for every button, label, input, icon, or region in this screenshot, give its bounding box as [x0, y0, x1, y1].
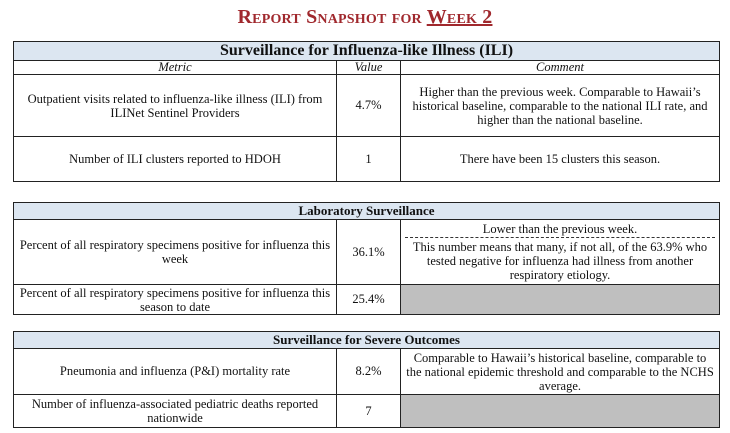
- table-row: [14, 75, 720, 137]
- metric-cell: Percent of all respiratory specimens positive for influenza this season to date: [14, 285, 337, 315]
- table-row: [14, 137, 720, 182]
- empty-comment-cell: [401, 285, 720, 315]
- report-title-week: Week 2: [426, 6, 493, 28]
- metric-cell: Number of influenza-associated pediatric deaths reported nationwide: [14, 395, 337, 428]
- value-cell: 4.7%: [337, 75, 401, 137]
- col-comment-header: Comment: [401, 61, 720, 75]
- value-cell: 1: [337, 137, 401, 182]
- comment-cell: Higher than the previous week. Comparable to Hawaii’s historical baseline, comparable to the national ILI rate, and higher than the national baseline.: [401, 75, 720, 137]
- empty-comment-cell: [401, 395, 720, 428]
- comment-cell: [401, 220, 720, 285]
- lab-table-header: Laboratory Surveillance: [14, 203, 720, 220]
- value-cell: 25.4%: [337, 285, 401, 315]
- severe-table-header: Surveillance for Severe Outcomes: [14, 332, 720, 349]
- table-row: [14, 395, 720, 428]
- table-row: [14, 285, 720, 315]
- value-cell: 7: [337, 395, 401, 428]
- value-cell: 36.1%: [337, 220, 401, 285]
- table-row: [14, 220, 720, 285]
- comment-primary: Lower than the previous week.: [405, 222, 715, 238]
- comment-cell: There have been 15 clusters this season.: [401, 137, 720, 182]
- ili-table: [13, 41, 720, 182]
- metric-cell: Pneumonia and influenza (P&I) mortality rate: [14, 349, 337, 395]
- report-title: [0, 6, 730, 29]
- table-row: [14, 349, 720, 395]
- report-title-prefix: Report Snapshot for: [237, 6, 422, 28]
- comment-secondary: This number means that many, if not all, of the 63.9% who tested negative for influenza had illness from another respiratory etiology.: [412, 240, 708, 282]
- metric-cell: Number of ILI clusters reported to HDOH: [14, 137, 337, 182]
- lab-table: [13, 202, 720, 315]
- col-value-header: Value: [337, 61, 401, 75]
- ili-table-header: Surveillance for Influenza-like Illness (ILI): [14, 42, 720, 61]
- severe-table: [13, 331, 720, 428]
- comment-cell: Comparable to Hawaii’s historical baseline, comparable to the national epidemic threshold and comparable to the NCHS average.: [401, 349, 720, 395]
- metric-cell: Outpatient visits related to influenza-like illness (ILI) from ILINet Sentinel Providers: [14, 75, 337, 137]
- value-cell: 8.2%: [337, 349, 401, 395]
- metric-cell: Percent of all respiratory specimens positive for influenza this week: [14, 220, 337, 285]
- col-metric-header: Metric: [14, 61, 337, 75]
